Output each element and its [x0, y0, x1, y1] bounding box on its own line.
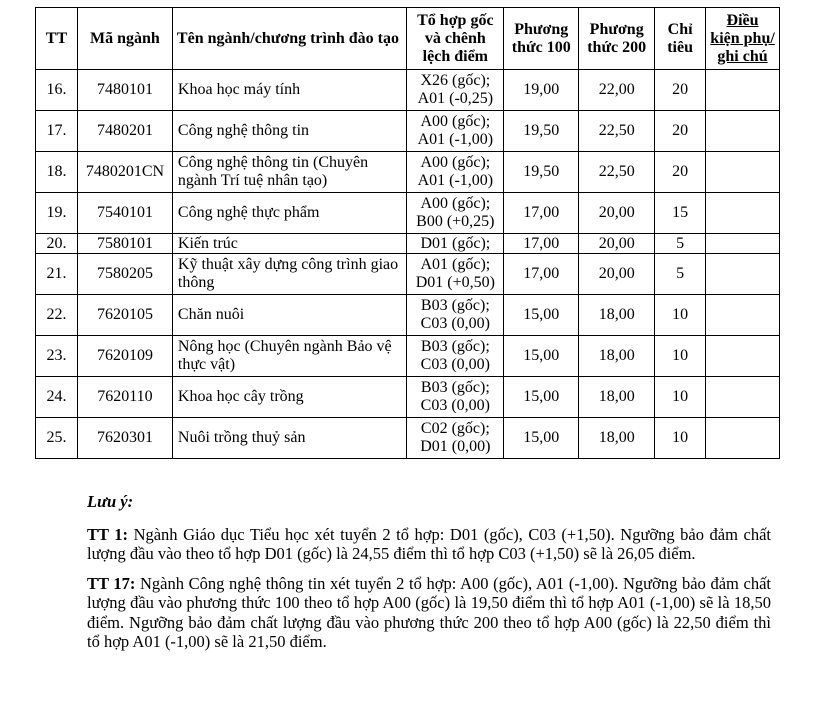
- table-row: [36, 254, 780, 295]
- cell-ghi-chu: [706, 295, 780, 336]
- table-header-row: [36, 8, 780, 70]
- cell-ghi-chu: [706, 234, 780, 254]
- cell-ten-nganh: Khoa học cây trồng: [172, 377, 407, 418]
- to-hop-line: A01 (-1,00): [417, 172, 494, 189]
- cell-pt100: 15,00: [504, 295, 579, 336]
- table-row: [36, 111, 780, 152]
- cell-ten-nganh: Công nghệ thông tin (Chuyên ngành Trí tuệ nhân tạo): [172, 152, 407, 193]
- table-body: [36, 70, 780, 459]
- cell-chi-tieu: 10: [655, 295, 706, 336]
- cell-pt200: 22,50: [579, 111, 655, 152]
- cell-ghi-chu: [706, 193, 780, 234]
- cell-ten-nganh: Nuôi trồng thuỷ sản: [172, 418, 407, 459]
- cell-pt200: 18,00: [579, 295, 655, 336]
- cell-tt: 16.: [36, 70, 78, 111]
- cell-ma-nganh: 7620110: [77, 377, 172, 418]
- to-hop-line: C03 (0,00): [420, 356, 490, 373]
- to-hop-line: D01 (+0,50): [415, 274, 495, 291]
- cell-pt100: 17,00: [504, 254, 579, 295]
- cell-ghi-chu: [706, 377, 780, 418]
- cell-pt200: 20,00: [579, 193, 655, 234]
- to-hop-line: X26 (gốc);: [420, 72, 491, 89]
- cell-tt: 18.: [36, 152, 78, 193]
- cell-pt200: 18,00: [579, 336, 655, 377]
- notes-list: [87, 525, 771, 652]
- cell-ma-nganh: 7480101: [77, 70, 172, 111]
- cell-ma-nganh: 7620105: [77, 295, 172, 336]
- to-hop-line: B03 (gốc);: [420, 338, 490, 355]
- cell-pt100: 15,00: [504, 418, 579, 459]
- to-hop-line: C03 (0,00): [420, 315, 490, 332]
- cell-ma-nganh: 7480201: [77, 111, 172, 152]
- header-pt200: Phương thức 200: [579, 8, 655, 70]
- header-chi-tieu: Chỉ tiêu: [655, 8, 706, 70]
- cell-to-hop: [407, 377, 504, 418]
- cell-ghi-chu: [706, 254, 780, 295]
- cell-ghi-chu: [706, 70, 780, 111]
- cell-ten-nganh: Công nghệ thông tin: [172, 111, 407, 152]
- cell-pt100: 19,50: [504, 152, 579, 193]
- cell-to-hop: [407, 295, 504, 336]
- to-hop-line: A01 (-1,00): [417, 131, 494, 148]
- cell-pt100: 17,00: [504, 234, 579, 254]
- to-hop-line: B03 (gốc);: [420, 297, 490, 314]
- cell-to-hop: [407, 152, 504, 193]
- cell-ten-nganh: Nông học (Chuyên ngành Bảo vệ thực vật): [172, 336, 407, 377]
- table-row: [36, 70, 780, 111]
- header-to-hop: Tổ hợp gốc và chênh lệch điểm: [407, 8, 504, 70]
- to-hop-line: A00 (gốc);: [420, 154, 491, 171]
- cell-tt: 19.: [36, 193, 78, 234]
- table-row: [36, 336, 780, 377]
- cell-chi-tieu: 5: [655, 234, 706, 254]
- cell-to-hop: [407, 336, 504, 377]
- cell-ma-nganh: 7620301: [77, 418, 172, 459]
- header-dieu-kien: [706, 8, 780, 70]
- cell-tt: 22.: [36, 295, 78, 336]
- cell-ten-nganh: Khoa học máy tính: [172, 70, 407, 111]
- cell-to-hop: [407, 111, 504, 152]
- notes-section: [87, 492, 771, 662]
- cell-ma-nganh: 7540101: [77, 193, 172, 234]
- to-hop-line: D01 (0,00): [420, 438, 491, 455]
- cell-pt100: 17,00: [504, 193, 579, 234]
- cell-ma-nganh: 7580101: [77, 234, 172, 254]
- cell-pt100: 15,00: [504, 377, 579, 418]
- cell-tt: 25.: [36, 418, 78, 459]
- table-row: [36, 152, 780, 193]
- cell-chi-tieu: 20: [655, 70, 706, 111]
- to-hop-line: C02 (gốc);: [420, 420, 490, 437]
- cell-pt100: 15,00: [504, 336, 579, 377]
- to-hop-line: B00 (+0,25): [416, 213, 495, 230]
- cell-chi-tieu: 10: [655, 336, 706, 377]
- cell-to-hop: [407, 418, 504, 459]
- table-row: [36, 418, 780, 459]
- cell-tt: 20.: [36, 234, 78, 254]
- header-ma-nganh: Mã ngành: [77, 8, 172, 70]
- header-dieu-kien-text: Điều kiện phụ/ ghi chú: [710, 11, 775, 65]
- note-text: Ngành Công nghệ thông tin xét tuyển 2 tổ hợp: A00 (gốc), A01 (-1,00). Ngưỡng bảo đảm chất lượng đầu vào phương thức 100 theo tổ hợp A00 (gốc) là 19,50 điểm thì tổ hợp A01 (-1,00) sẽ là 18,50 điểm. Ngưỡng bảo đảm chất lượng đầu vào phương thức 200 theo tổ hợp A00 (gốc) là 22,50 điểm thì tổ hợp A01 (-1,00) sẽ là 21,50 điểm.: [87, 573, 771, 651]
- cell-to-hop: [407, 234, 504, 254]
- note-item: [87, 574, 771, 652]
- cell-chi-tieu: 20: [655, 152, 706, 193]
- to-hop-line: A01 (-0,25): [417, 90, 494, 107]
- to-hop-line: C03 (0,00): [420, 397, 490, 414]
- cell-to-hop: [407, 193, 504, 234]
- cell-tt: 17.: [36, 111, 78, 152]
- header-ten-nganh: Tên ngành/chương trình đào tạo: [172, 8, 407, 70]
- note-item: [87, 525, 771, 564]
- note-text: Ngành Giáo dục Tiểu học xét tuyển 2 tổ hợp: D01 (gốc), C03 (+1,50). Ngưỡng bảo đảm chất lượng đầu vào theo tổ hợp D01 (gốc) là 24,55 điểm thì tổ hợp C03 (+1,50) sẽ là 26,05 điểm.: [87, 524, 771, 563]
- note-label: TT 1:: [87, 524, 129, 544]
- table-row: [36, 234, 780, 254]
- cell-pt200: 22,00: [579, 70, 655, 111]
- header-pt100: Phương thức 100: [504, 8, 579, 70]
- cell-pt200: 20,00: [579, 254, 655, 295]
- cell-ten-nganh: Công nghệ thực phẩm: [172, 193, 407, 234]
- table-row: [36, 193, 780, 234]
- table-row: [36, 295, 780, 336]
- cell-ghi-chu: [706, 336, 780, 377]
- admissions-table: [35, 7, 780, 459]
- cell-chi-tieu: 20: [655, 111, 706, 152]
- to-hop-line: B03 (gốc);: [420, 379, 490, 396]
- cell-to-hop: [407, 254, 504, 295]
- cell-chi-tieu: 10: [655, 418, 706, 459]
- cell-tt: 21.: [36, 254, 78, 295]
- to-hop-line: A00 (gốc);: [420, 195, 491, 212]
- cell-tt: 23.: [36, 336, 78, 377]
- header-tt: TT: [36, 8, 78, 70]
- cell-tt: 24.: [36, 377, 78, 418]
- to-hop-line: A00 (gốc);: [420, 113, 491, 130]
- cell-pt200: 22,50: [579, 152, 655, 193]
- cell-ten-nganh: Chăn nuôi: [172, 295, 407, 336]
- cell-to-hop: [407, 70, 504, 111]
- cell-ten-nganh: Kỹ thuật xây dựng công trình giao thông: [172, 254, 407, 295]
- cell-ma-nganh: 7480201CN: [77, 152, 172, 193]
- cell-chi-tieu: 10: [655, 377, 706, 418]
- cell-ghi-chu: [706, 111, 780, 152]
- cell-ten-nganh: Kiến trúc: [172, 234, 407, 254]
- cell-ma-nganh: 7580205: [77, 254, 172, 295]
- cell-pt100: 19,50: [504, 111, 579, 152]
- cell-pt200: 18,00: [579, 418, 655, 459]
- cell-chi-tieu: 5: [655, 254, 706, 295]
- cell-pt200: 20,00: [579, 234, 655, 254]
- cell-ghi-chu: [706, 152, 780, 193]
- cell-ma-nganh: 7620109: [77, 336, 172, 377]
- cell-pt100: 19,00: [504, 70, 579, 111]
- to-hop-line: A01 (gốc);: [420, 256, 491, 273]
- cell-chi-tieu: 15: [655, 193, 706, 234]
- table-row: [36, 377, 780, 418]
- cell-pt200: 18,00: [579, 377, 655, 418]
- to-hop-line: D01 (gốc);: [420, 234, 491, 252]
- cell-ghi-chu: [706, 418, 780, 459]
- note-label: TT 17:: [87, 573, 136, 593]
- notes-title: Lưu ý:: [87, 492, 134, 511]
